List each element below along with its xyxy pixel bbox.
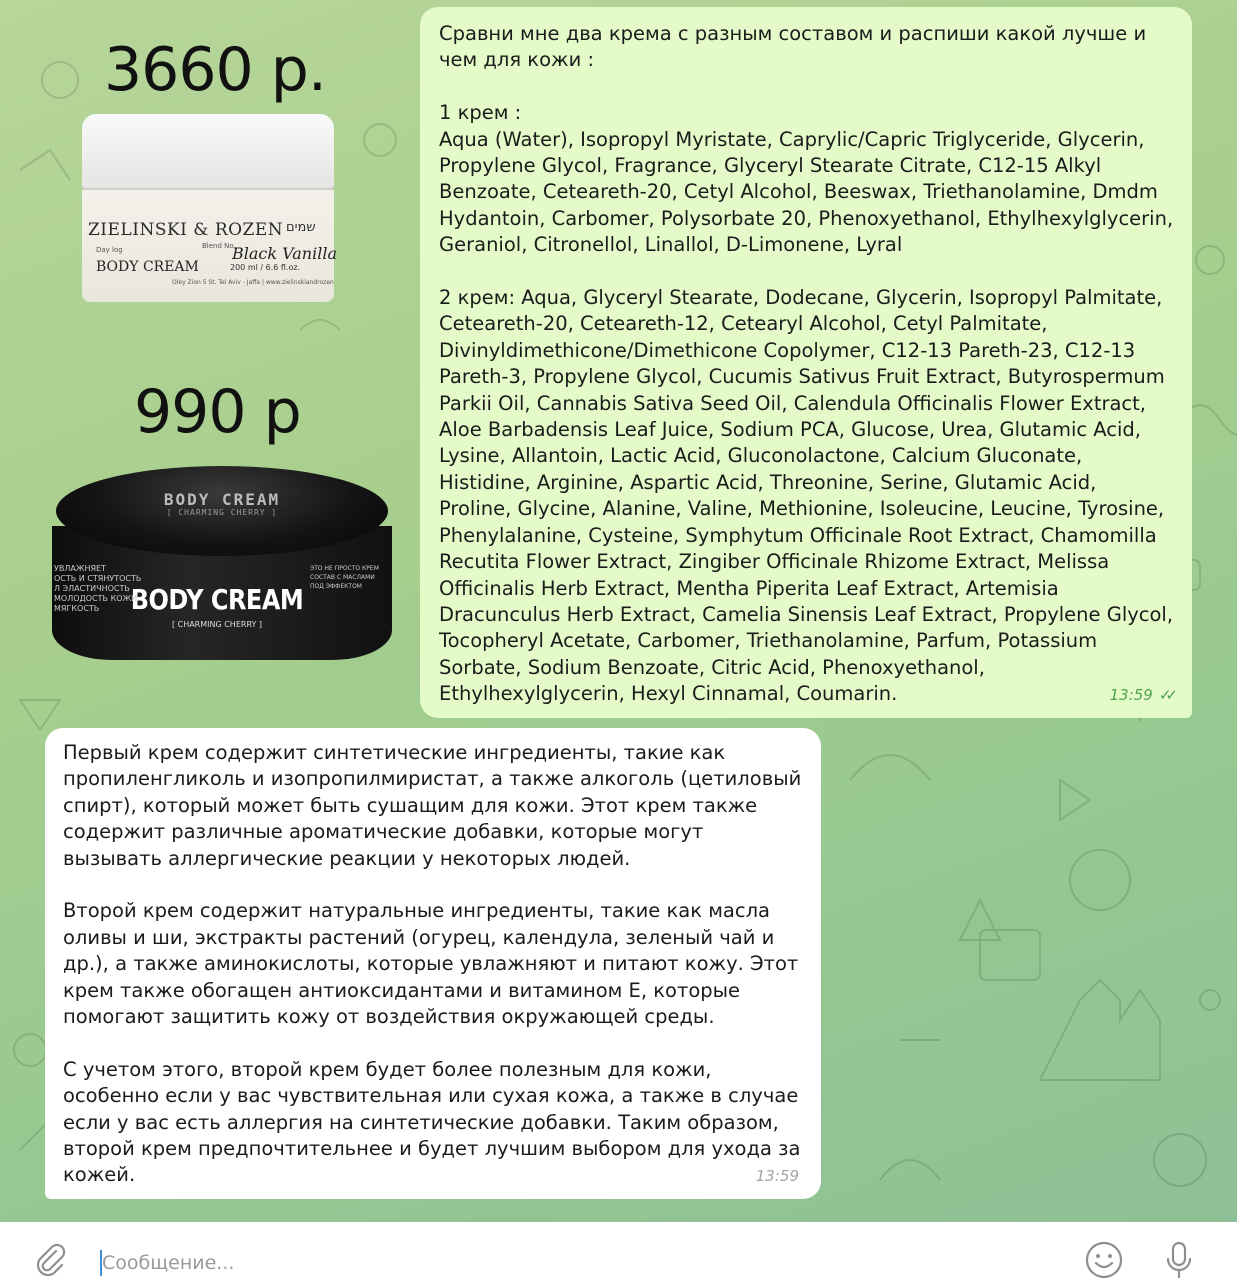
outgoing-message-bubble[interactable] — [420, 7, 1192, 718]
message-meta — [1110, 682, 1172, 708]
product1-price: 3660 р. — [104, 35, 326, 105]
product2-front-subtitle: [ CHARMING CHERRY ] — [171, 620, 263, 629]
product1-blend-label: Blend No. — [202, 242, 236, 250]
product1-image[interactable] — [82, 114, 337, 302]
text-caret — [100, 1250, 102, 1276]
product2-side-text-left: УВЛАЖНЯЕТ ОСТЬ И СТЯНУТОСТЬ Л ЭЛАСТИЧНОСТЬ МОЛОДОСТЬ КОЖИ МЯГКОСТЬ — [54, 564, 142, 613]
product1-hebrew: שמים — [286, 220, 316, 235]
incoming-message-bubble[interactable] — [45, 728, 821, 1199]
product2-image[interactable] — [52, 466, 392, 662]
message-time: 13:59 — [755, 1166, 799, 1185]
product1-volume: 200 ml / 6.6 fl.oz. — [230, 263, 301, 272]
product2-side-text-right: ЭТО НЕ ПРОСТО КРЕМ СОСТАВ С МАСЛАМИ ПОД ЭФФЕКТОМ — [310, 565, 379, 590]
cream1-ingredients: Aqua (Water), Isopropyl Myristate, Caprylic/Capric Triglyceride, Glycerin, Propylene Glycol, Fragrance, Glyceryl Stearate Citrate, C12-15 Alkyl Benzoate, Ceteareth-20, Cetyl Alcohol, Beeswax, Triethanolamine, Dmdm Hydantoin, Carbomer, Polysorbate 20, Phenoxyethanol, Ethylhexylglycerin, Geraniol, Citronellol, Linallol, D-Limonene, Lyral — [439, 127, 1180, 257]
product1-scent: Black Vanilla — [232, 244, 337, 263]
product2-price: 990 р — [134, 377, 301, 447]
reply-paragraph-1: Первый крем содержит синтетические ингредиенты, такие как пропиленгликоль и изопропилмиристат, а также алкоголь (цетиловый спирт), который может быть сушащим для кожи. Этот крем также содержит различные ароматические добавки, которые могут вызывать аллергические реакции у некоторых людей. — [63, 741, 808, 870]
product2-lid-title: BODY CREAM — [163, 490, 281, 509]
product1-brand: ZIELINSKI & ROZEN — [88, 220, 284, 240]
message-time: 13:59 — [1109, 685, 1153, 704]
cream1-label: 1 крем : — [439, 101, 522, 125]
product1-name: BODY CREAM — [96, 259, 199, 275]
message-question: Сравни мне два крема с разным составом и распиши какой лучше и чем для кожи : — [439, 22, 1153, 72]
product1-address: Oley Zion 5 St. Tel Aviv - Jaffa | www.zielinskiandrozen — [172, 279, 334, 286]
paperclip-icon[interactable] — [34, 1242, 68, 1276]
cream2-ingredients: 2 крем: Aqua, Glyceryl Stearate, Dodecane, Glycerin, Isopropyl Palmitate, Ceteareth-20, Ceteareth-12, Cetearyl Alcohol, Cetyl Palmitate, Divinyldimethicone/Dimethicone Copolymer, C12-13 Pareth-23, C12-13 Pareth-3, Propylene Glycol, Cucumis Sativus Fruit Extract, Butyrospermum Parkii Oil, Cannabis Sativa Seed Oil, Calendula Officinalis Flower Extract, Aloe Barbadensis Leaf Juice, Sodium PCA, Glucose, Urea, Glutamic Acid, Lysine, Allantoin, Lactic Acid, Gluconolactone, Calcium Gluconate, Histidine, Arginine, Aspartic Acid, Threonine, Serine, Glutamic Acid, Proline, Glycine, Alanine, Valine, Methionine, Isoleucine, Leucine, Tyrosine, Phenylalanine, Cysteine, Symphytum Officinale Root Extract, Chamomilla Recutita Flower Extract, Zingiber Officinale Rhizome Extract, Melissa Officinalis Herb Extract, Mentha Piperita Leaf Extract, Artemisia Dracunculus Herb Extract, Camelia Sinensis Leaf Extract, Propylene Glycol, Tocopheryl Acetate, Carbomer, Triethanolamine, Parfum, Potassium Sorbate, Sodium Benzoate, Citric Acid, Phenoxyethanol, Ethylhexylglycerin, Hexyl Cinnamal, Coumarin. — [439, 286, 1180, 706]
jar-lid — [82, 114, 334, 190]
read-receipt-icon: ✓✓ — [1158, 685, 1172, 704]
microphone-icon[interactable] — [1164, 1240, 1194, 1280]
product2-front-title: BODY CREAM — [130, 583, 304, 617]
message-input[interactable] — [98, 1248, 1002, 1278]
reply-paragraph-3: С учетом этого, второй крем будет более полезным для кожи, особенно если у вас чувствительная или сухая кожа, а также в случае если у вас есть аллергия на синтетические добавки. Таким образом, второй крем предпочтительнее и будет лучшим выбором для ухода за кожей. — [63, 1057, 807, 1187]
emoji-icon[interactable] — [1084, 1240, 1124, 1280]
reply-paragraph-2: Второй крем содержит натуральные ингредиенты, такие как масла оливы и ши, экстракты растений (огурец, календула, зеленый чай и др.), а также аминокислоты, которые увлажняют и питают кожу. Этот крем также обогащен антиоксидантами и витамином Е, которые помогают защитить кожу от воздействия окружающей среды. — [63, 899, 805, 1029]
product1-sub-label: Day log — [96, 246, 123, 254]
product2-lid-subtitle: [ CHARMING CHERRY ] — [166, 508, 278, 517]
